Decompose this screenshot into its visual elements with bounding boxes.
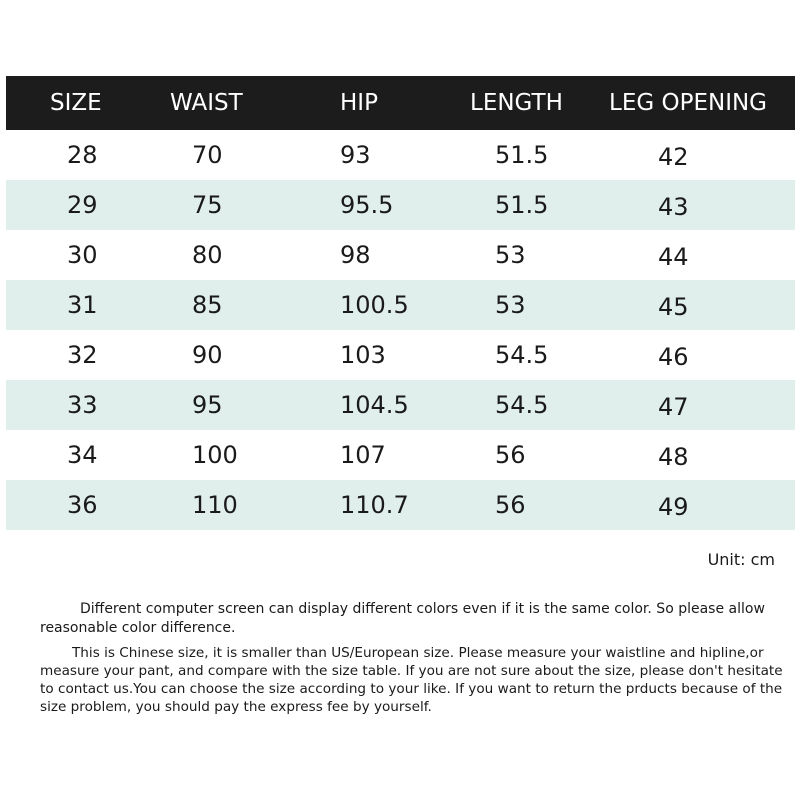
table-row bbox=[6, 130, 795, 180]
cell-hip: 93 bbox=[340, 141, 371, 169]
cell-hip: 100.5 bbox=[340, 291, 409, 319]
cell-waist: 80 bbox=[192, 241, 223, 269]
header-leg-opening: LEG OPENING bbox=[609, 90, 768, 116]
cell-length: 54.5 bbox=[495, 391, 549, 419]
table-header bbox=[6, 76, 795, 130]
cell-leg-opening: 44 bbox=[658, 243, 689, 271]
cell-size: 34 bbox=[67, 441, 98, 469]
cell-length: 54.5 bbox=[495, 341, 549, 369]
cell-waist: 90 bbox=[192, 341, 223, 369]
table-row bbox=[6, 430, 795, 480]
cell-leg-opening: 49 bbox=[658, 493, 689, 521]
cell-length: 51.5 bbox=[495, 141, 549, 169]
cell-size: 31 bbox=[67, 291, 98, 319]
note-size-guide: This is Chinese size, it is smaller than US/European size. Please measure your waistline and hipline,or measure your pant, and compare with the size table. If you are not sure about the size, please don't hesitate to contact us.You can choose the size according to your like. If you want to return the prducts because of the size problem, you should pay the express fee by yourself. bbox=[40, 645, 783, 715]
note-color-difference: Different computer screen can display different colors even if it is the same color. So please allow reasonable color difference. bbox=[40, 601, 765, 636]
table-row bbox=[6, 480, 795, 530]
cell-leg-opening: 45 bbox=[658, 293, 689, 321]
cell-waist: 70 bbox=[192, 141, 223, 169]
cell-size: 28 bbox=[67, 141, 98, 169]
cell-length: 51.5 bbox=[495, 191, 549, 219]
cell-hip: 110.7 bbox=[340, 491, 409, 519]
cell-leg-opening: 48 bbox=[658, 443, 689, 471]
size-chart-table bbox=[6, 76, 795, 530]
table-row bbox=[6, 280, 795, 330]
cell-length: 53 bbox=[495, 241, 526, 269]
cell-leg-opening: 42 bbox=[658, 143, 689, 171]
cell-hip: 95.5 bbox=[340, 191, 394, 219]
table-row bbox=[6, 230, 795, 280]
cell-leg-opening: 43 bbox=[658, 193, 689, 221]
cell-waist: 95 bbox=[192, 391, 223, 419]
cell-size: 30 bbox=[67, 241, 98, 269]
cell-leg-opening: 46 bbox=[658, 343, 689, 371]
unit-label: Unit: cm bbox=[707, 550, 775, 569]
cell-size: 36 bbox=[67, 491, 98, 519]
header-hip: HIP bbox=[340, 90, 378, 116]
cell-length: 56 bbox=[495, 491, 526, 519]
cell-length: 56 bbox=[495, 441, 526, 469]
notes bbox=[40, 600, 785, 716]
table-row bbox=[6, 380, 795, 430]
header-size: SIZE bbox=[50, 90, 102, 116]
table-body bbox=[6, 130, 795, 530]
cell-hip: 107 bbox=[340, 441, 386, 469]
cell-hip: 104.5 bbox=[340, 391, 409, 419]
cell-size: 33 bbox=[67, 391, 98, 419]
header-length: LENGTH bbox=[470, 90, 563, 116]
cell-leg-opening: 47 bbox=[658, 393, 689, 421]
cell-hip: 103 bbox=[340, 341, 386, 369]
cell-waist: 110 bbox=[192, 491, 238, 519]
header-waist: WAIST bbox=[170, 90, 243, 116]
cell-waist: 75 bbox=[192, 191, 223, 219]
cell-size: 29 bbox=[67, 191, 98, 219]
table-row bbox=[6, 330, 795, 380]
cell-waist: 100 bbox=[192, 441, 238, 469]
cell-hip: 98 bbox=[340, 241, 371, 269]
cell-length: 53 bbox=[495, 291, 526, 319]
cell-waist: 85 bbox=[192, 291, 223, 319]
table-row bbox=[6, 180, 795, 230]
cell-size: 32 bbox=[67, 341, 98, 369]
